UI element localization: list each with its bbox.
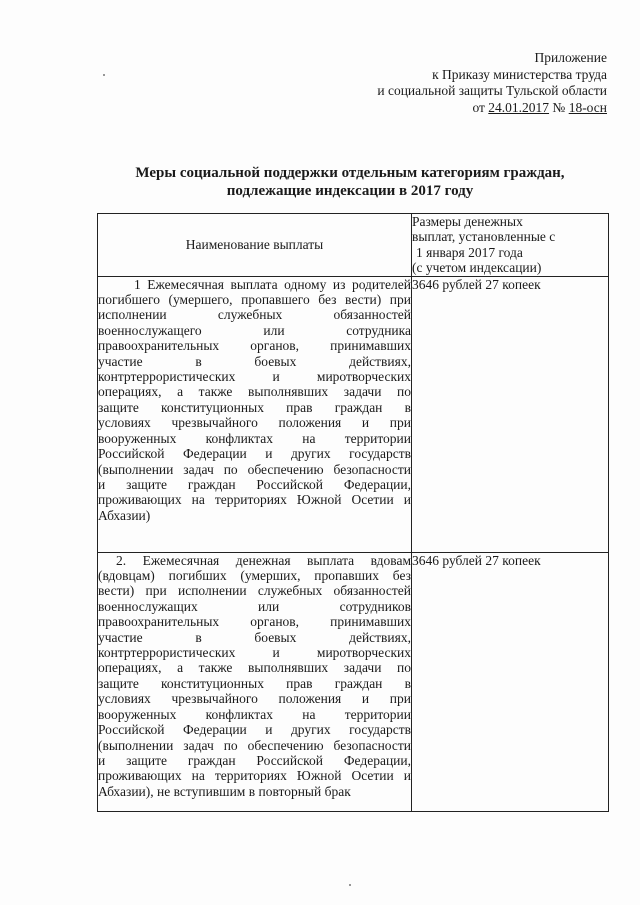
text-line: (выполнении задач по обеспечению безопасности <box>98 737 411 753</box>
text-line: Российской Федерации и других государств <box>98 446 411 462</box>
appendix-order-ref <box>377 100 607 117</box>
text-line: Российской Федерации и других государств <box>98 722 411 738</box>
title-line-1: Меры социальной поддержки отдельным категориям граждан, <box>135 165 565 181</box>
document-title <box>100 164 600 200</box>
table-row <box>98 276 609 552</box>
text-line: вооруженных конфликтах на территории <box>98 430 411 446</box>
text-line: участие в боевых действиях, <box>98 353 411 369</box>
appendix-line-3: и социальной защиты Тульской области <box>377 83 607 98</box>
text-line: участие в боевых действиях, <box>98 629 411 645</box>
text-line: контртеррористических и миротворческих <box>98 369 411 385</box>
support-measures-table <box>97 213 609 812</box>
text-line: и защите граждан Российской Федерации, <box>98 752 411 768</box>
payment-name-cell <box>98 552 412 811</box>
order-date: 24.01.2017 <box>488 99 550 115</box>
text-line: операциях, а также выполнявших задачи по <box>98 384 411 400</box>
text-line: военнослужащих или сотрудников <box>98 598 411 614</box>
text-line: (выполнении задач по обеспечению безопасности <box>98 461 411 477</box>
text-line: защите конституционных прав граждан в <box>98 399 411 415</box>
text-line: исполнении служебных обязанностей <box>98 307 411 323</box>
payment-amount-cell: 3646 рублей 27 копеек <box>412 552 609 811</box>
text-line: проживающих на территориях Южной Осетии и <box>98 768 411 784</box>
text-line: погибшего (умершего, пропавшего без вести) при <box>98 292 411 308</box>
text-line: и защите граждан Российской Федерации, <box>98 476 411 492</box>
text-line: проживающих на территориях Южной Осетии и <box>98 492 411 508</box>
scan-speck <box>349 884 351 886</box>
text-line: вести) при исполнении служебных обязанностей <box>98 583 411 599</box>
text-line: операциях, а также выполнявших задачи по <box>98 660 411 676</box>
text-line: Абхазии) <box>98 507 151 523</box>
appendix-header <box>377 50 607 116</box>
header-amount-line: 1 января 2017 года <box>416 244 523 260</box>
appendix-line-2: к Приказу министерства труда <box>432 66 607 82</box>
text-line: 2. Ежемесячная денежная выплата вдовам <box>116 552 411 568</box>
date-prefix: от <box>472 99 485 115</box>
order-number: 18-осн <box>568 99 607 115</box>
text-line: правоохранительных органов, принимавших <box>98 614 411 630</box>
header-payment-amount <box>412 214 609 277</box>
text-line: контртеррористических и миротворческих <box>98 645 411 661</box>
number-prefix: № <box>552 99 566 115</box>
table-header-row <box>98 214 609 277</box>
header-amount-line: (с учетом индексации) <box>412 260 542 276</box>
text-line: (вдовцам) погибших (умерших, пропавших без <box>98 568 411 584</box>
text-line: военнослужащего или сотрудника <box>98 322 411 338</box>
text-line: 1 Ежемесячная выплата одному из родителей <box>134 276 411 292</box>
text-line: вооруженных конфликтах на территории <box>98 706 411 722</box>
text-line: условиях чрезвычайного положения и при <box>98 415 411 431</box>
header-payment-name: Наименование выплаты <box>98 214 412 277</box>
appendix-line-1: Приложение <box>534 50 607 65</box>
table-row <box>98 552 609 811</box>
text-line: защите конституционных прав граждан в <box>98 675 411 691</box>
payment-amount-cell: 3646 рублей 27 копеек <box>412 276 609 552</box>
text-line: Абхазии), не вступившим в повторный брак <box>98 783 351 799</box>
scan-speck <box>103 74 105 76</box>
header-amount-line: Размеры денежных <box>412 214 523 229</box>
payment-name-cell <box>98 276 412 552</box>
text-line: условиях чрезвычайного положения и при <box>98 691 411 707</box>
header-amount-line: выплат, установленные с <box>412 229 556 245</box>
text-line: правоохранительных органов, принимавших <box>98 338 411 354</box>
title-line-2: подлежащие индексации в 2017 году <box>226 183 474 199</box>
